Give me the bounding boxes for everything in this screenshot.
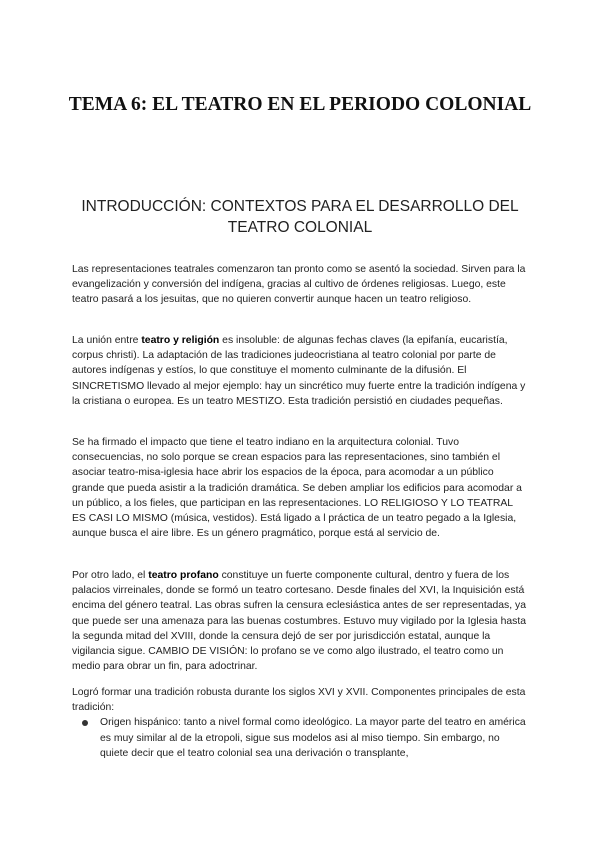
paragraph-tradition bbox=[72, 685, 528, 761]
paragraph-text: Se ha firmado el impacto que tiene el teatro indiano en la arquitectura colonial. Tuvo consecuencias, no solo porque se crean espacios para las representaciones, sino también el asociar teatro-misa-iglesia hace abrir los espacios de la época, para acomodar a un público grande que pueda asistir a la tradición dramática. Se deben ampliar los edificios para acomodar a un público, a los fieles, que participan en las representaciones. LO RELIGIOSO Y LO TEATRAL ES CASI LO MISMO (música, vestidos). Está ligado a l práctica de un teatro pegado a la Iglesia, aunque busca el aire libre. Es un género pragmático, porque está al servicio de. bbox=[72, 437, 522, 540]
bold-term-teatro-profano: teatro profano bbox=[148, 570, 219, 581]
paragraph-architecture bbox=[72, 435, 528, 541]
paragraph-religion bbox=[72, 333, 528, 409]
paragraph-body: constituye un fuerte componente cultural, dentro y fuera de los palacios virreinales, donde se formó un teatro cortesano. Desde finales del XVI, la Inquisición está encima del género teatral. Las obras sufren la censura eclesiástica antes de ser representadas, ya que puede ser una amenaza para las buenas costumbres. Estuvo muy vigilado por la Iglesia hasta la segunda mitad del XVIII, donde la censura dejó de ser por jurisdicción estatal, aunque la vigilancia sigue. CAMBIO DE VISIÓN: lo profano se ve como algo ilustrado, el teatro como un medio para obrar un fin, para adoctrinar. bbox=[72, 570, 526, 673]
bullet-icon bbox=[82, 720, 88, 726]
paragraph-text: Logró formar una tradición robusta durante los siglos XVI y XVII. Componentes principales de esta tradición: bbox=[72, 687, 526, 714]
paragraph-text: Las representaciones teatrales comenzaron tan pronto como se asentó la sociedad. Sirven para la evangelización y conversión del indígena, gracias al cultivo de órdenes religiosas. Luego, este teatro pasará a los jesuitas, que no quieren convertir aunque hacen un teatro religioso. bbox=[72, 264, 526, 306]
paragraph-body: es insoluble: de algunas fechas claves (la epifanía, eucaristía, corpus christi). La adaptación de las tradiciones judeocristiana al teatro colonial por parte de autores indígenas y estíos, lo que constituye el momento culminante de la difusión. El SINCRETISMO llevado al mejor ejemplo: hay un sincrético muy fuerte entre la tradición indígena y la cristiana o europea. Es un teatro MESTIZO. Esta tradición persistió en ciudades pequeñas. bbox=[72, 335, 526, 407]
paragraph-intro bbox=[72, 262, 528, 308]
paragraph-text bbox=[72, 333, 528, 409]
paragraph-text bbox=[72, 568, 528, 674]
list-item bbox=[72, 715, 528, 761]
paragraph-lead: Por otro lado, el bbox=[72, 570, 149, 581]
paragraph-lead: La unión entre bbox=[72, 335, 142, 346]
bold-term-teatro-religion: teatro y religión bbox=[141, 335, 220, 346]
components-list bbox=[72, 715, 528, 761]
section-heading: INTRODUCCIÓN: CONTEXTOS PARA EL DESARROLLO DEL TEATRO COLONIAL bbox=[81, 198, 519, 236]
list-item-text: Origen hispánico: tanto a nivel formal como ideológico. La mayor parte del teatro en américa es muy similar al de la etropoli, sigue sus modelos asi al miso tiempo. Sin embargo, no quiete decir que el teatro colonial sea una derivación o transplante, bbox=[100, 717, 526, 759]
paragraph-profane bbox=[72, 568, 528, 674]
page-title: TEMA 6: EL TEATRO EN EL PERIODO COLONIAL bbox=[68, 94, 532, 115]
